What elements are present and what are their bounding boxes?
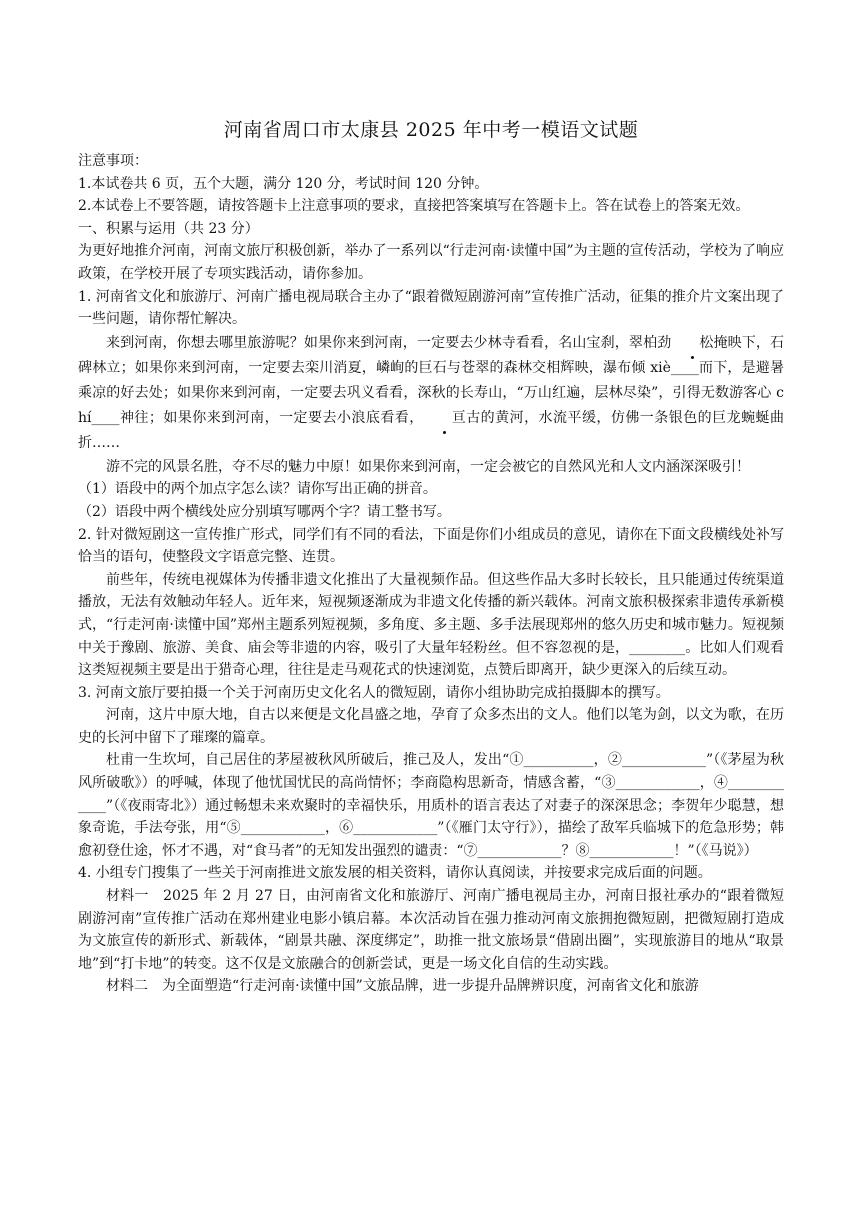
question-3-passage-2: 杜甫一生坎坷，自己居住的茅屋被秋风所破后，推己及人，发出“①__________，②____________”（《茅屋为秋风所破歌》）的呼喊，体现了他忧国忧民的高尚情怀；李商隐构思新奇，情感含蓄，“③____________，④____________”（《夜雨寄北》）通过畅想未来欢聚时的幸福快乐，用质朴的语言表达了对妻子的深深思念；李贺年少聪慧，想象奇诡，手法夸张，用“⑤____________，⑥____________”（《雁门太守行》），描绘了敌军兵临城下的危急形势；韩愈初登仕途，怀才不遇，对“食马者”的无知发出强烈的谴责：“⑦____________？⑧____________！”（《马说》）: [78, 752, 784, 859]
question-2-passage: 前些年，传统电视媒体为传播非遗文化推出了大量视频作品。但这些作品大多时长较长，且只能通过传统渠道播放，无法有效触动年轻人。近年来，短视频逐渐成为非遗文化传播的新兴载体。河南文旅积极探索非遗传承新模式，“行走河南·读懂中国”郑州主题系列短视频，多角度、多主题、多手法展现郑州的悠久历史和城市魅力。短视频中关于豫剧、旅游、美食、庙会等非遗的内容，吸引了大量年轻粉丝。但不容忽视的是，________。比如人们观看这类短视频主要是出于猎奇心理，往往是走马观花式的快速浏览，点赞后即离开，缺少更深入的后续互动。: [78, 571, 784, 679]
question-1-passage-2: 游不完的风景名胜，夺不尽的魅力中原！如果你来到河南，一定会被它的自然风光和人文内涵深深吸引！: [106, 458, 750, 475]
question-1-stem: 1. 河南省文化和旅游厅、河南广播电视局联合主办了“跟着微短剧游河南”宣传推广活动，征集的推介片文案出现了一些问题，请你帮忙解决。: [78, 288, 784, 328]
question-1-passage: [78, 331, 784, 456]
passage-text: 来到河南，你想去哪里旅游呢？如果你来到河南，一定要去少林寺看看，名山宝刹，翠柏劲: [106, 334, 672, 351]
question-1-sub-2: （2）语段中两个横线处应分别填写哪两个字？请工整书写。: [78, 503, 451, 520]
section-intro: 为更好地推介河南，河南文旅厅积极创新，举办了一系列以“行走河南·读懂中国”为主题的宣传活动，学校为了响应政策，在学校开展了专项实践活动，请你参加。: [78, 243, 784, 282]
exam-page: [78, 118, 784, 998]
notice-heading: 注意事项：: [78, 153, 148, 169]
notice-item-1: 1.本试卷共 6 页，五个大题，满分 120 分，考试时间 120 分钟。: [78, 175, 489, 192]
question-3-stem: 3. 河南文旅厅要拍摄一个关于河南历史文化名人的微短剧，请你小组协助完成拍摄脚本的撰写。: [78, 684, 670, 701]
passage-text: 掩映下，石碑林立；如果你来到河南，一定要去栾川消夏，嶙峋的巨石与苍翠的森林交相辉映，瀑布倾 xiè____而下，是避暑乘凉的好去处；如果你来到河南，一定要去巩义看看，深秋的长寿山，“万山红遍，层林尽染”，引得无数游客心 chí____神往；如果你来到河南，一定要去小浪底看看，: [78, 334, 785, 426]
section-heading: 一、积累与运用（共 23 分）: [78, 220, 259, 237]
passage-text: 古的黄河，水流平缓，仿佛一条银色的巨龙蜿蜒曲折……: [78, 409, 784, 451]
question-4-stem: 4. 小组专门搜集了一些关于河南推进文旅发展的相关资料，请你认真阅读，并按要求完成后面的问题。: [78, 865, 712, 882]
question-2-stem: 2. 针对微短剧这一宣传推广形式，同学们有不同的看法，下面是你们小组成员的意见，请你在下面文段横线处补写恰当的语句，使整段文字语意完整、连贯。: [78, 526, 784, 566]
dotted-character: 松: [671, 331, 713, 356]
page-title: 河南省周口市太康县 2025 年中考一模语文试题: [223, 119, 639, 141]
question-3-passage-1: 河南，这片中原大地，自古以来便是文化昌盛之地，孕育了众多杰出的文人。他们以笔为剑，以文为歌，在历史的长河中留下了璀璨的篇章。: [78, 707, 784, 746]
material-2: 材料二 为全面塑造“行走河南·读懂中国”文旅品牌，进一步提升品牌辨识度，河南省文化和旅游: [106, 978, 699, 995]
material-1: 材料一 2025 年 2 月 27 日，由河南省文化和旅游厅、河南广播电视局主办，河南日报社承办的“跟着微短剧游河南”宣传推广活动在郑州建业电影小镇启幕。本次活动旨在强力推动河南文旅拥抱微短剧，把微短剧打造成为文旅宣传的新形式、新载体，“剧景共融、深度绑定”，助推一批文旅场景“借剧出圈”，实现旅游目的地从“取景地”到“打卡地”的转变。这不仅是文旅融合的创新尝试，更是一场文化自信的生动实践。: [78, 888, 784, 972]
question-1-sub-1: （1）语段中的两个加点字怎么读？请你写出正确的拼音。: [78, 481, 437, 498]
dotted-character: 亘: [424, 406, 466, 431]
notice-item-2: 2.本试卷上不要答题，请按答题卡上注意事项的要求，直接把答案填写在答题卡上。答在试卷上的答案无效。: [78, 198, 750, 215]
